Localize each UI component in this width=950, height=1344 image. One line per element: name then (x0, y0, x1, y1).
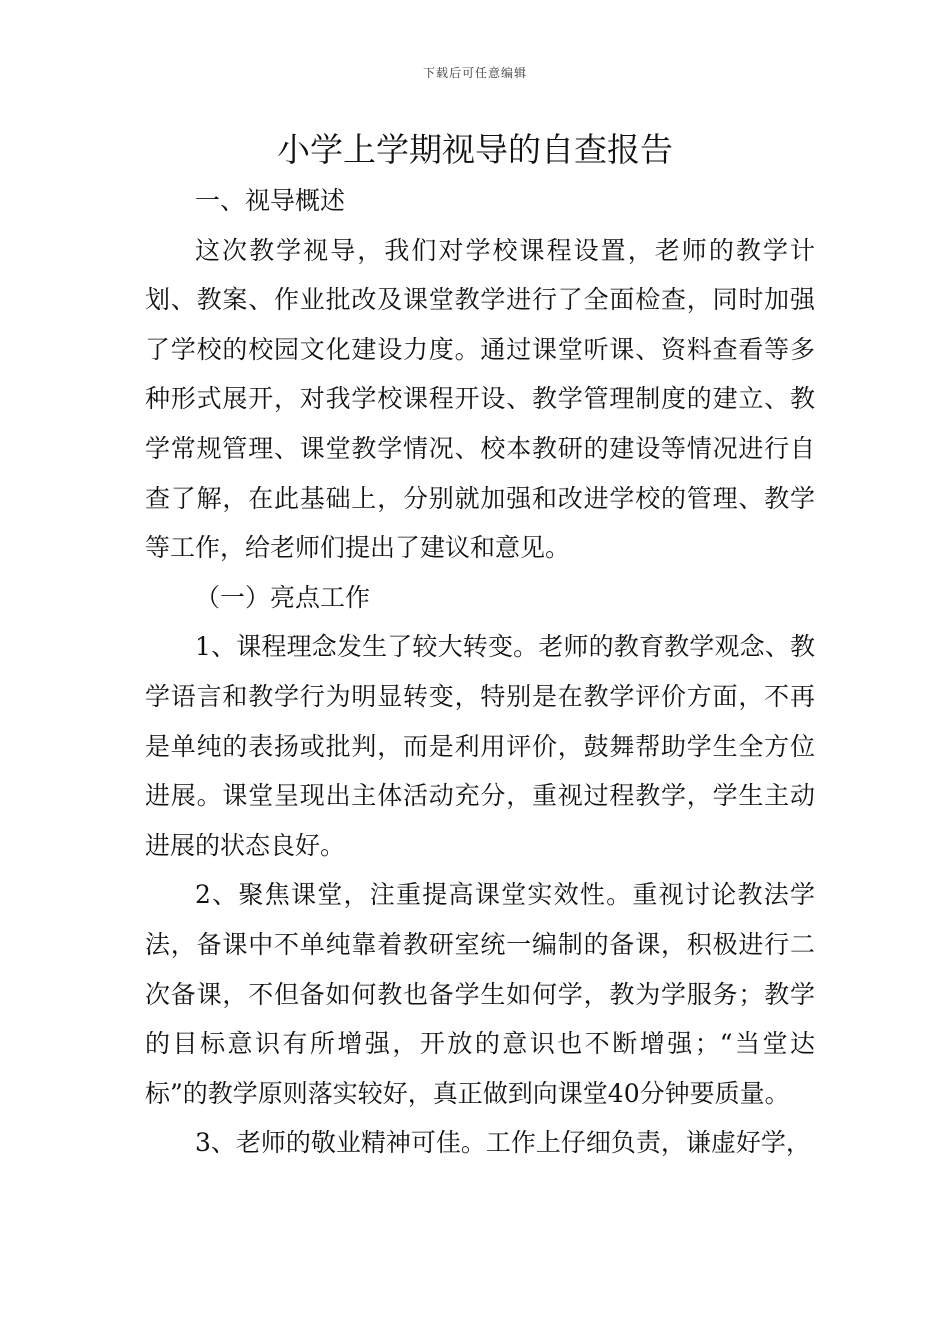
document-body (145, 176, 815, 1168)
paragraph-highlight-1: 1、课程理念发生了较大转变。老师的教育教学观念、教学语言和教学行为明显转变，特别是在教学评价方面，不再是单纯的表扬或批判，而是利用评价，鼓舞帮助学生全方位进展。课堂呈现出主体活动充分，重视过程教学，学生主动进展的状态良好。 (145, 632, 815, 860)
subsection-heading-highlights: （一）亮点工作 (195, 582, 371, 612)
section-heading-overview: 一、视导概述 (195, 186, 346, 215)
header-note: 下载后可任意编辑 (422, 66, 527, 80)
document-title: 小学上学期视导的自查报告 (277, 130, 673, 169)
paragraph-overview: 这次教学视导，我们对学校课程设置，老师的教学计划、教案、作业批改及课堂教学进行了全面检查，同时加强了学校的校园文化建设力度。通过课堂听课、资料查看等多种形式展开，对我学校课程开设、教学管理制度的建立、教学常规管理、课堂教学情况、校本教研的建设等情况进行自查了解，在此基础上，分别就加强和改进学校的管理、教学等工作，给老师们提出了建议和意见。 (145, 235, 815, 563)
paragraph-highlight-2: 2、聚焦课堂，注重提高课堂实效性。重视讨论教法学法，备课中不单纯靠着教研室统一编制的备课，积极进行二次备课，不但备如何教也备学生如何学，教为学服务；教学的目标意识有所增强，开放的意识也不断增强；“当堂达标”的教学原则落实较好，真正做到向课堂40分钟要质量。 (145, 880, 815, 1108)
paragraph-highlight-3: 3、老师的敬业精神可佳。工作上仔细负责，谦虚好学， (195, 1128, 811, 1158)
